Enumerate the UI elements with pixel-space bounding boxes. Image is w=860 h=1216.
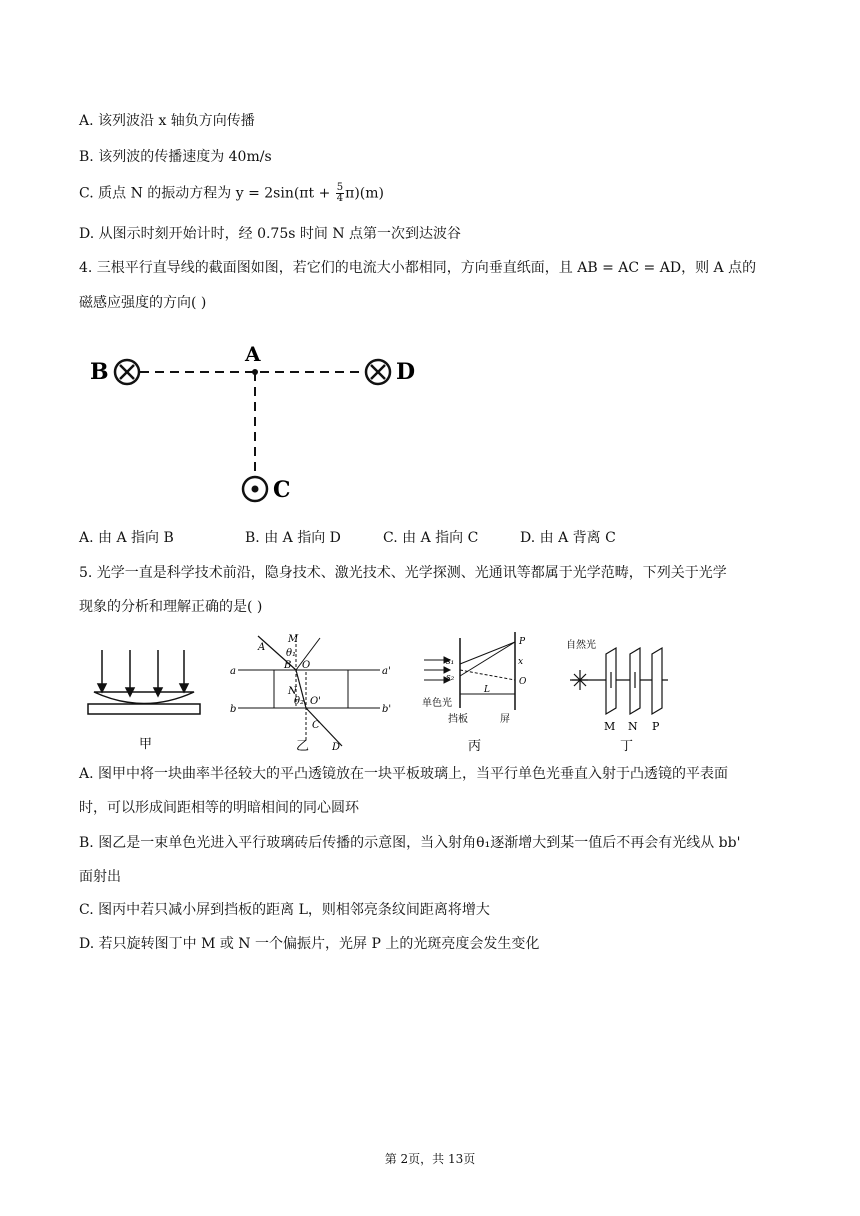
caption-jia: 甲 [139,737,153,752]
fraction-numerator: 5 [336,182,344,193]
dot [252,486,259,493]
label-s2: s₂ [446,673,455,683]
caption-yi: 乙 [296,739,310,754]
q3-option-d: D. 从图示时刻开始计时，经 0.75s 时间 N 点第一次到达波谷 [79,226,462,242]
screen-p [652,648,662,714]
q5-stem-line1: 5. 光学一直是科学技术前沿，隐身技术、激光技术、光学探测、光通讯等都属于光学范畴，下列关于光学 [79,565,727,581]
label-barrier: 挡板 [448,714,468,725]
label-p: P [652,720,660,733]
fig-bing [418,628,548,755]
center-line [460,670,515,680]
label-monochromatic: 单色光 [422,698,452,709]
caption-bing: 丙 [468,739,482,754]
label-n: N [628,720,638,733]
label-s1: s₁ [446,657,455,667]
q4-wire-figure [80,335,440,515]
q3-option-b: B. 该列波的传播速度为 40m/s [79,149,272,165]
q5-option-b-line2: 面射出 [79,869,121,885]
point-a [252,369,258,375]
ray-s1-p [460,642,515,664]
label-o: O [519,677,527,687]
label-m: M [604,720,616,733]
fraction [336,183,344,204]
label-o: O [302,660,311,671]
q5-option-d: D. 若只旋转图丁中 M 或 N 一个偏振片，光屏 P 上的光斑亮度会发生变化 [79,936,540,952]
q4-option-d: D. 由 A 背离 C [520,530,616,546]
q4-option-a: A. 由 A 指向 B [79,530,174,546]
q5-option-c: C. 图丙中若只减小屏到挡板的距离 L，则相邻亮条纹间距离将增大 [79,902,490,918]
label-a: A [245,342,261,366]
q5-option-a-line2: 时，可以形成间距相等的明暗相间的同心圆环 [79,800,359,816]
label-o-prime: O' [310,696,321,707]
label-b-left: b [230,704,237,715]
label-p: P [519,637,526,647]
caption-ding: 丁 [620,739,634,754]
label-c: C [312,720,320,731]
label-theta1: θ₁ [286,648,297,659]
q3-option-c [79,183,384,204]
label-l: L [484,685,490,695]
fig-jia [84,640,214,755]
q4-stem-line1: 4. 三根平行直导线的截面图如图，若它们的电流大小都相同，方向垂直纸面，且 AB = AC = AD，则 A 点的 [79,260,757,276]
q4-stem-line2: 磁感应强度的方向( ) [79,295,207,311]
q4-option-c: C. 由 A 指向 C [383,530,479,546]
label-b: B [90,359,109,385]
label-c: C [273,477,291,503]
q3-option-a: A. 该列波沿 x 轴负方向传播 [79,113,255,129]
q5-option-b-line1: B. 图乙是一束单色光进入平行玻璃砖后传播的示意图，当入射角θ₁逐渐增大到某一值后不再会有光线从 bb' [79,835,741,851]
arrow-head [98,684,106,692]
q5-option-a-line1: A. 图甲中将一块曲率半径较大的平凸透镜放在一块平板玻璃上，当平行单色光垂直入射于凸透镜的平表面 [79,766,729,782]
q3-option-c-suffix: π)(m) [345,185,385,202]
label-natural-light: 自然光 [566,640,596,651]
q5-stem-line2: 现象的分析和理解正确的是( ) [79,599,263,615]
arrow-head [180,684,188,692]
fig-ding [566,628,676,755]
glass-plate [88,704,200,714]
natural-light-star-icon [572,670,588,690]
label-d: D [396,359,416,385]
label-a: A [258,642,266,653]
label-theta2: θ₂ [294,696,305,707]
label-b-right: b' [382,704,392,715]
label-a-left: a [230,666,236,677]
label-b-point: B [284,660,292,671]
label-a-right: a' [382,666,391,677]
label-m: M [288,634,299,645]
fig-yi [230,628,390,755]
ray-s2-p [460,642,515,676]
label-x: x [518,657,524,667]
fraction-denominator: 4 [336,193,344,204]
convex-lens [94,692,194,704]
q4-option-b: B. 由 A 指向 D [245,530,341,546]
label-d: D [332,742,341,753]
page-footer: 第 2页，共 13页 [384,1152,476,1166]
label-n: N [288,686,297,697]
label-screen: 屏 [500,714,510,725]
q3-option-c-prefix: C. 质点 N 的振动方程为 y = 2sin(πt + [79,185,335,202]
